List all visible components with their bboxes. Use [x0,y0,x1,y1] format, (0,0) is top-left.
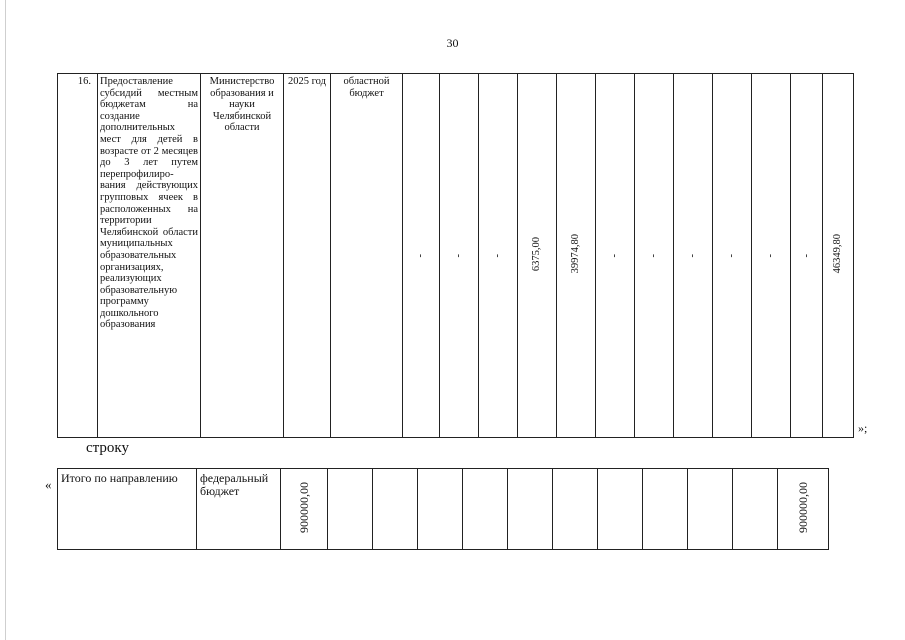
row-number: 16. [58,74,98,438]
empty-cell [688,469,733,550]
empty-cell [733,469,778,550]
empty-cell [643,469,688,550]
empty-cell [373,469,418,550]
value-7: - [648,254,660,258]
value-cell-10 [752,74,791,438]
row-description: Предоставление субсидий местным бюджетам на создание дополнительных мест для детей в возрасте от 2 месяцев до 3 лет путем перепрофилиро-вания действующих групповых ячеек в расположенных на территории Челябинской области муниципальных образовательных организациях, реализующих образовательную программу дошкольного образования [98,74,201,438]
value-cell-9 [713,74,752,438]
value-cell-11 [791,74,823,438]
total-funding-source: федеральный бюджет [197,469,281,550]
program-table-row-16 [57,73,854,438]
empty-cell [463,469,508,550]
value-4: 6375,00 [531,236,543,271]
value-cell-6 [596,74,635,438]
value-6: - [609,254,621,258]
value-5: 39974,80 [570,234,582,274]
empty-cell [598,469,643,550]
page-edge-line [5,0,6,640]
value-10: - [765,254,777,258]
total-value-cell-first [281,469,328,550]
total-value-first: 900000,00 [296,482,311,533]
value-11: - [800,254,812,258]
value-cell-4 [518,74,557,438]
caption-stroku: строку [86,440,129,456]
value-cell-5 [557,74,596,438]
value-cell-total [823,74,854,438]
value-1: - [415,254,427,258]
empty-cell [418,469,463,550]
empty-cell [508,469,553,550]
empty-cell [328,469,373,550]
row-closing-mark: »; [858,421,868,435]
row-year: 2025 год [284,74,331,438]
page-number: 30 [446,36,459,50]
value-cell-7 [635,74,674,438]
value-8: - [687,254,699,258]
total-value-last: 900000,00 [795,482,810,533]
value-2: - [453,254,465,258]
row-funding-source: областной бюджет [331,74,403,438]
total-label: Итого по направлению [58,469,197,550]
total-value-cell-last [778,469,829,550]
value-cell-3 [479,74,518,438]
value-cell-2 [440,74,479,438]
value-3: - [492,254,504,258]
opening-quote: « [45,477,52,492]
value-cell-8 [674,74,713,438]
value-cell-1 [403,74,440,438]
total-row-table [57,468,829,550]
row-executor: Министерство образования и науки Челябинской области [201,74,284,438]
value-total: 46349,80 [832,234,844,274]
value-9: - [726,254,738,258]
empty-cell [553,469,598,550]
